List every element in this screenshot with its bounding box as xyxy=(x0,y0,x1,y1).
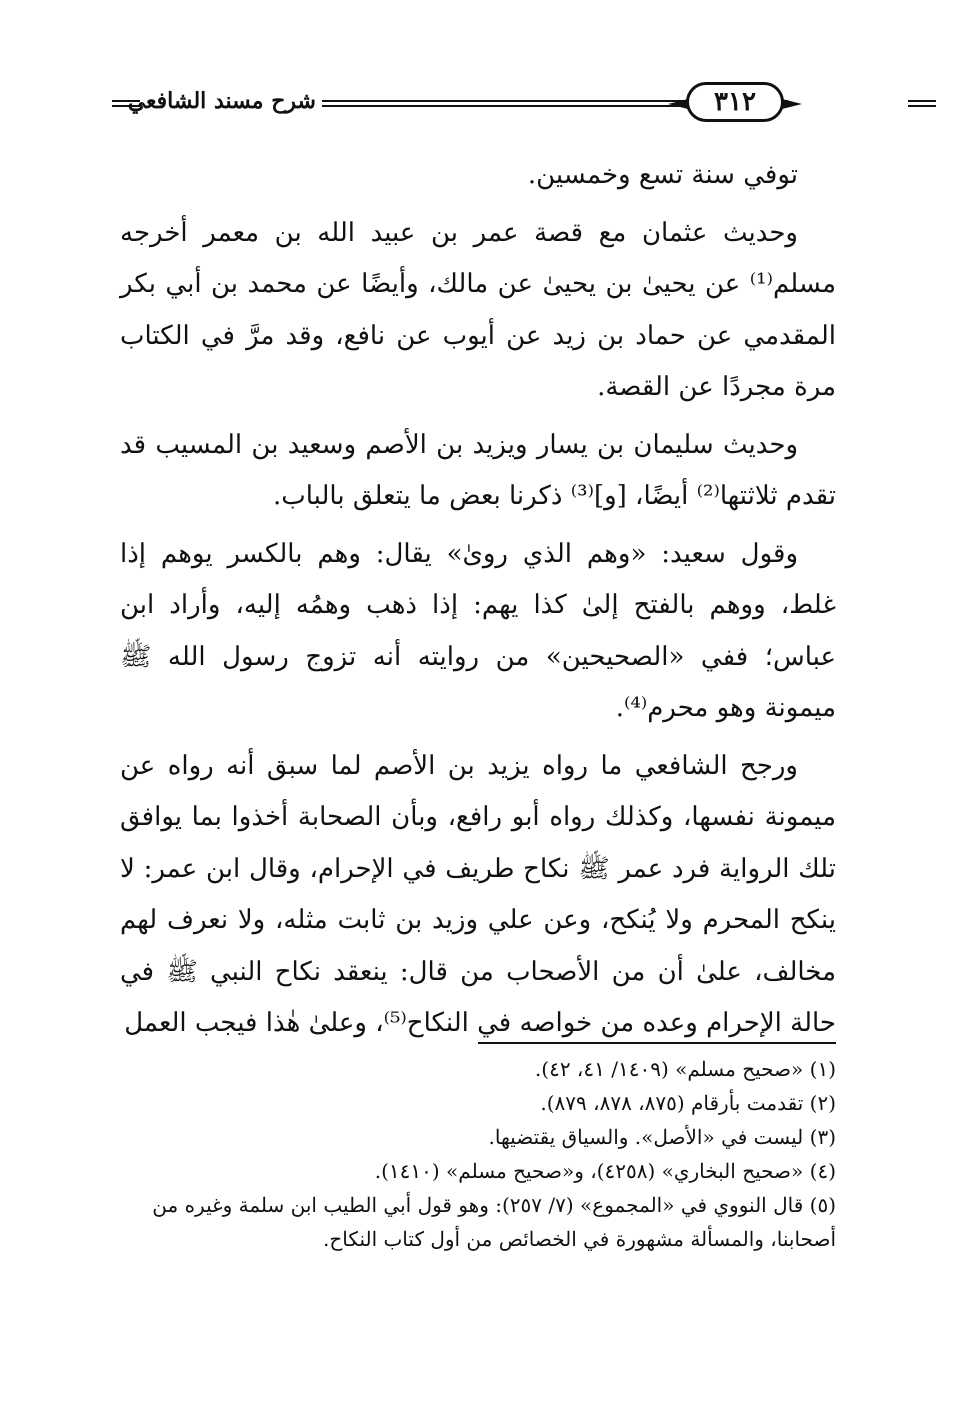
paragraph-3: وحديث سليمان بن يسار ويزيد بن الأصم وسعيد بن المسيب قد تقدم ثلاثتها⁽²⁾ أيضًا، [و]⁽³⁾ ذكرنا بعض ما يتعلق بالباب. xyxy=(120,429,836,511)
footnote-2: (٢) تقدمت بأرقام (٨٧٥، ٨٧٨، ٨٧٩). xyxy=(540,1091,836,1115)
footnote-1: (١) «صحيح مسلم» (١٤٠٩/ ٤١، ٤٢). xyxy=(534,1057,836,1081)
paragraph-5: ورجح الشافعي ما رواه يزيد بن الأصم لما سبق أنه رواه عن ميمونة نفسها، وكذلك رواه أبو رافع، وبأن الصحابة أخذوا بما يوافق تلك الرواية فرد عمر ﷺ نكاح طريف في الإحرام، وقال ابن عمر: لا ينكح المحرم ولا يُنكح، وعن علي وزيد بن ثابت مثله، ولا نعرف لهم مخالف، علىٰ أن من الأصحاب من قال: ينعقد نكاح النبي ﷺ في حالة الإحرام وعده من خواصه في النكاح⁽⁵⁾، وعلىٰ هٰذا فيجب العمل xyxy=(120,750,836,1038)
paragraph-4: وقول سعيد: «وهم الذي روىٰ» يقال: وهم بالكسر يوهم إذا غلط، ووهم بالفتح إلىٰ كذا يهم: إذا ذهب وهمُه إليه، وأراد ابن عباس؛ ففي «الصحيحين» من روايته أنه تزوج رسول الله ﷺ ميمونة وهو محرم⁽⁴⁾. xyxy=(120,538,836,723)
footnote-5: (٥) قال النووي في «المجموع» (٧/ ٢٥٧): وهو قول أبي الطيب ابن سلمة وغيره من أصحابنا، والمسألة مشهورة في الخصائص من أول كتاب النكاح. xyxy=(152,1193,836,1251)
badge-tip-left xyxy=(668,99,688,109)
main-text xyxy=(120,150,836,1056)
header-rule-right xyxy=(908,100,936,107)
footnote-separator xyxy=(478,1042,836,1044)
footnotes xyxy=(120,1052,836,1256)
paragraph-1: توفي سنة تسع وخمسين. xyxy=(527,160,798,190)
page-number: ٣١٢ xyxy=(686,82,784,122)
paragraph-2: وحديث عثمان مع قصة عمر بن عبيد الله بن معمر أخرجه مسلم⁽¹⁾ عن يحيىٰ بن يحيىٰ عن مالك، وأيضًا عن محمد بن أبي بكر المقدمي عن حماد بن زيد عن أيوب عن نافع، وقد مرَّ في الكتاب مرة مجردًا عن القصة. xyxy=(120,217,836,402)
badge-tip-right xyxy=(782,99,802,109)
footnote-4: (٤) «صحيح البخاري» (٤٢٥٨)، و«صحيح مسلم» (١٤١٠). xyxy=(374,1159,836,1183)
book-title: شرح مسند الشافعي xyxy=(127,88,316,114)
footnote-3: (٣) ليست في «الأصل». والسياق يقتضيها. xyxy=(488,1125,836,1149)
running-header xyxy=(112,82,836,124)
